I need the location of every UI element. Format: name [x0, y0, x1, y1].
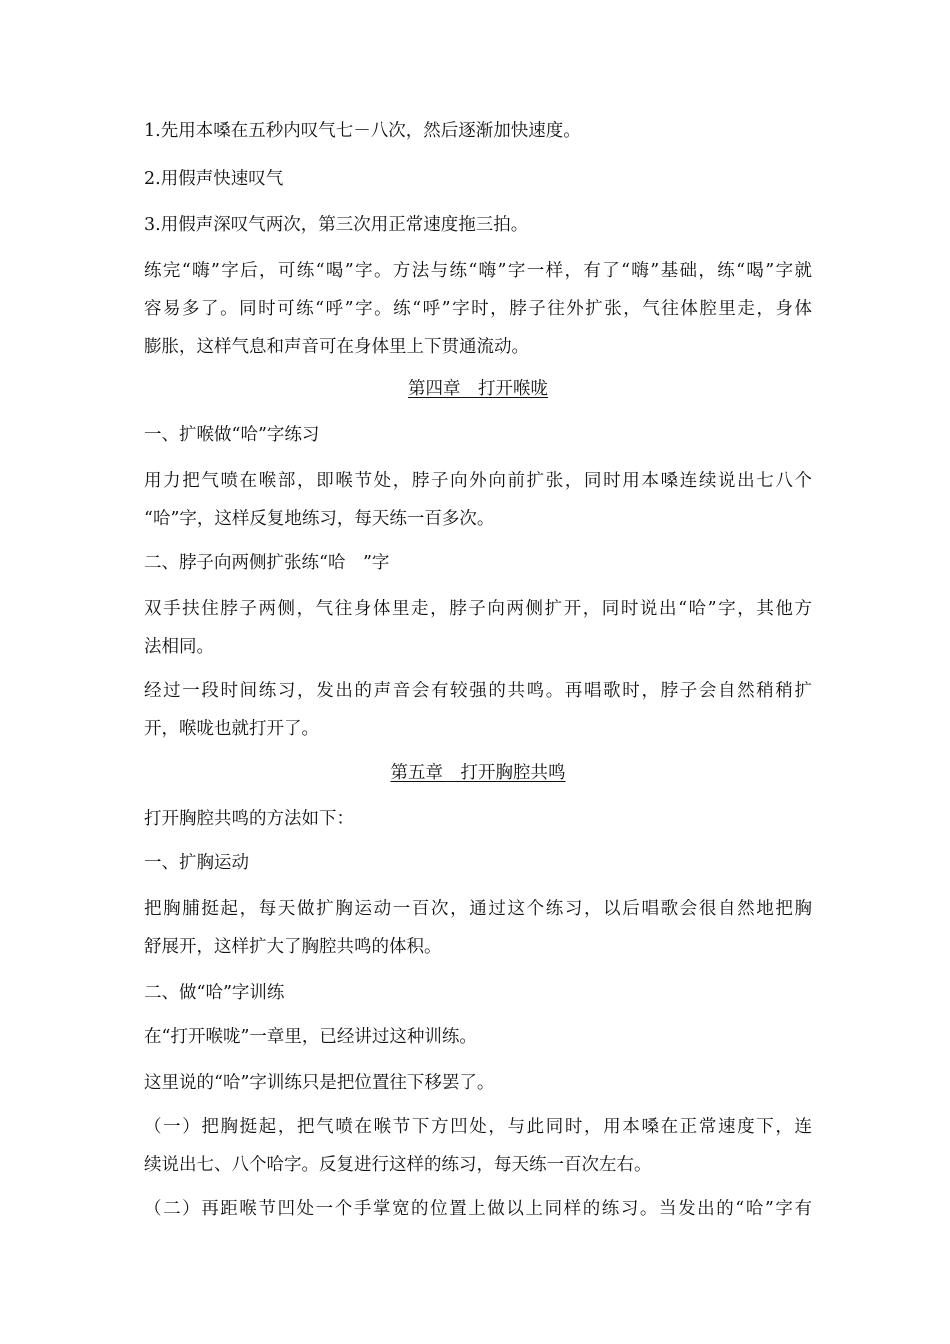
paragraph-line: 打开胸腔共鸣的方法如下： — [144, 809, 354, 829]
paragraph-line: 3.用假声深叹气两次，第三次用正常速度拖三拍。 — [144, 215, 529, 235]
paragraph-line: 舒展开，这样扩大了胸腔共鸣的体积。 — [144, 937, 442, 957]
paragraph-line: 法相同。 — [144, 637, 214, 657]
paragraph-line: 在“打开喉咙”一章里，已经讲过这种训练。 — [144, 1027, 477, 1047]
paragraph-line: 双手扶住脖子两侧，气往身体里走，脖子向两侧扩开，同时说出“哈”字，其他方 — [144, 599, 812, 619]
section-heading: 一、扩胸运动 — [144, 853, 249, 873]
paragraph-line: 用力把气喷在喉部，即喉节处，脖子向外向前扩张，同时用本嗓连续说出七八个 — [144, 471, 812, 491]
chapter-heading-text: 第四章 打开喉咙 — [408, 379, 548, 399]
section-heading: 一、扩喉做“哈”字练习 — [144, 425, 320, 445]
paragraph-line: 2.用假声快速叹气 — [144, 169, 284, 189]
section-heading: 二、脖子向两侧扩张练“哈 ”字 — [144, 553, 390, 573]
paragraph-line: 1.先用本嗓在五秒内叹气七－八次，然后逐渐加快速度。 — [144, 121, 581, 141]
paragraph-line: 把胸脯挺起，每天做扩胸运动一百次，通过这个练习，以后唱歌会很自然地把胸 — [144, 899, 812, 919]
paragraph-line: 经过一段时间练习，发出的声音会有较强的共鸣。再唱歌时，脖子会自然稍稍扩 — [144, 681, 812, 701]
paragraph-line: 练完“嗨”字后，可练“喝”字。方法与练“嗨”字一样，有了“嗨”基础，练“喝”字就 — [144, 261, 812, 281]
paragraph-line: （二）再距喉节凹处一个手掌宽的位置上做以上同样的练习。当发出的“哈”字有 — [144, 1199, 812, 1219]
paragraph-line: 开，喉咙也就打开了。 — [144, 719, 319, 739]
section-heading: 二、做“哈”字训练 — [144, 983, 285, 1003]
paragraph-line: 膨胀，这样气息和声音可在身体里上下贯通流动。 — [144, 337, 529, 357]
chapter-heading-text: 第五章 打开胸腔共鸣 — [390, 763, 566, 783]
chapter-heading — [144, 761, 812, 785]
paragraph-line: “哈”字，这样反复地练习，每天练一百多次。 — [144, 509, 495, 529]
paragraph-line: 续说出七、八个哈字。反复进行这样的练习，每天练一百次左右。 — [144, 1155, 652, 1175]
chapter-heading — [144, 377, 812, 401]
paragraph-line: 容易多了。同时可练“呼”字。练“呼”字时，脖子往外扩张，气往体腔里走，身体 — [144, 299, 812, 319]
paragraph-line: 这里说的“哈”字训练只是把位置往下移罢了。 — [144, 1073, 495, 1093]
paragraph-line: （一）把胸挺起，把气喷在喉节下方凹处，与此同时，用本嗓在正常速度下，连 — [144, 1117, 812, 1137]
